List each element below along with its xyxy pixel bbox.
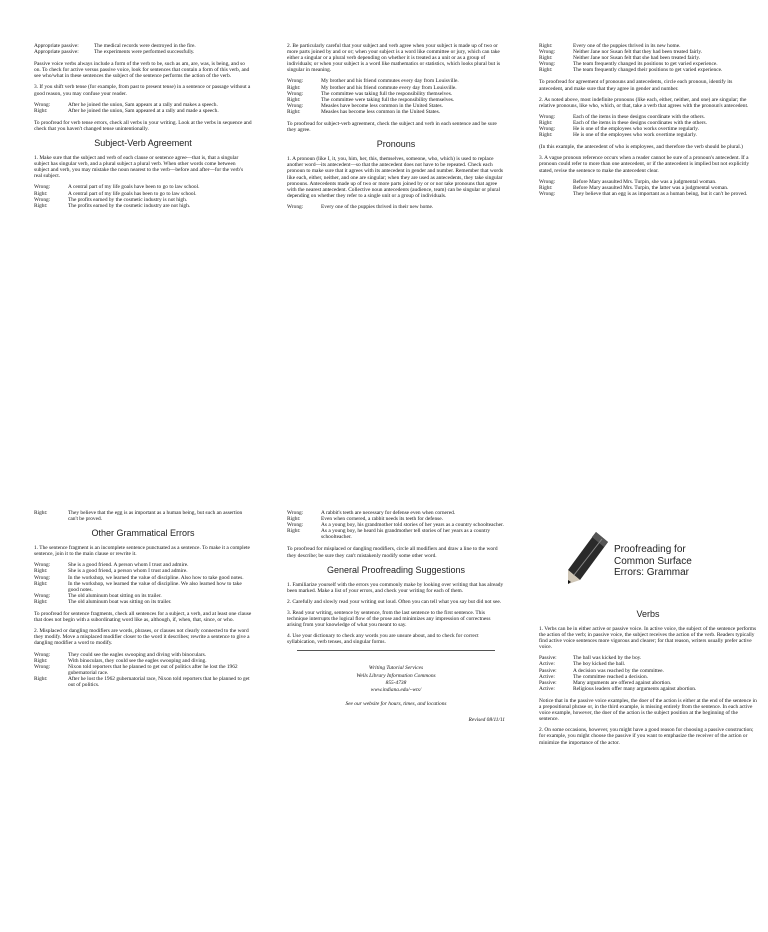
example-row: Wrong: My brother and his friend commutes every day from Louisville. bbox=[287, 78, 459, 85]
paragraph: To proofread for sentence fragments, check all sentences for a subject, a verb, and at least one clause that does not begin with a subordinating word like as, although, if, when, that, since, or who. bbox=[34, 611, 252, 624]
example-row: Wrong: The old aluminum boat sitting on its trailer. bbox=[34, 592, 162, 599]
footer-note: See our website for hours, times, and locations bbox=[345, 700, 447, 707]
column-1-bottom bbox=[34, 510, 252, 694]
example-row: Right: He is one of the employees who work overtime regularly. bbox=[539, 132, 697, 139]
paragraph: 1. A pronoun (like I, it, you, him, her, this, themselves, someone, who, which) is used to replace another word—its antecedent—so that the antecedent does not have to be repeated. Check each pronoun to make sure that it agrees with its antecedent in gender and number. Remember that words like each, either, neither, and one are singular; when they are used as antecedents, they take singular pronouns. Antecedents made up of two or more parts joined by or or nor take pronouns that agree with the nearest antecedent. Collective noun antecedents (audience, team) can be singular or plural depending on whether they refer to a single unit or a group of individuals. bbox=[287, 156, 504, 199]
footer-line: Writing Tutorial Services bbox=[368, 665, 424, 672]
paragraph: 3. If you shift verb tense (for example, from past to present tense) in a sentence or passage without a good reason, you may confuse your reader. bbox=[34, 84, 251, 97]
example-row: Right: A central part of my life goals has been to go to law school. bbox=[34, 190, 197, 197]
example-row: Wrong: She is a good friend. A person whom I trust and admire. bbox=[34, 562, 189, 569]
paragraph: 4. Use your dictionary to check any words you are unsure about, and to check for correct syllabication, verb tenses, and singular forms. bbox=[287, 633, 479, 646]
paragraph: 3. Read your writing, sentence by sentence, from the last sentence to the first sentence. This technique interrupts the logical flow of the prose and minimizes any impression of correctness arising from your knowledge of what you meant to say. bbox=[287, 609, 491, 629]
example-group bbox=[539, 655, 757, 692]
example-group bbox=[287, 78, 505, 115]
paragraph: To proofread for subject-verb agreement, check the subject and verb in each sentence and be sure they agree. bbox=[287, 121, 497, 134]
paragraph: (In this example, the antecedent of who is employees, and therefore the verb should be plural.) bbox=[539, 144, 743, 151]
example-row: Right: The profits earned by the cosmetic industry are not high. bbox=[34, 202, 191, 209]
example-row: Wrong: After he joined the union, Sam appears at a rally and makes a speech. bbox=[34, 101, 218, 108]
example-row: Right: After he lost the 1962 gubernatorial race, Nixon told reporters that he planned to get out of politics. bbox=[34, 675, 250, 688]
example-row: Right: The committee were taking full the responsibility themselves. bbox=[287, 96, 455, 103]
paragraph: To proofread for agreement of pronouns and antecedents, circle each pronoun, identify its antecedent, and make sure that they agree in gender and number. bbox=[539, 79, 733, 92]
example-row: Appropriate passive: The experiments were performed successfully. bbox=[34, 49, 195, 56]
example-row: Right: The team frequently changed their positions to get varied experience. bbox=[539, 67, 723, 74]
column-3-bottom bbox=[539, 603, 757, 751]
example-row: Wrong: Nixon told reporters that he planned to get out of politics after he lost the 1962 gubernatorial race. bbox=[34, 663, 238, 676]
example-row: Right: My brother and his friend commute every day from Louisville. bbox=[287, 84, 457, 91]
footer-line: 855-4738 bbox=[385, 679, 407, 686]
example-row: Right: Each of the items in these designs coordinates with the others. bbox=[539, 119, 707, 126]
example-row: Right: She is a good friend, a person whom I trust and admire. bbox=[34, 568, 188, 575]
revision-date: Revised 08/11/11 bbox=[468, 716, 505, 723]
example-row: Wrong: The committee was taking full the responsibility themselves. bbox=[287, 90, 453, 97]
example-row: Wrong: Before Mary assaulted Mrs. Turpin, she was a judgmental woman. bbox=[539, 178, 717, 185]
section-heading: Other Grammatical Errors bbox=[91, 528, 195, 539]
example-row: Wrong: As a young boy, his grandmother told stories of her years as a country schoolteacher. bbox=[287, 522, 504, 529]
contact-footer bbox=[287, 665, 505, 706]
example-row: Right: Before Mary assaulted Mrs. Turpin, the latter was a judgmental woman. bbox=[539, 184, 729, 191]
column-3-top bbox=[539, 43, 757, 203]
example-group bbox=[34, 562, 252, 605]
footer-link[interactable]: www.indiana.edu/~wts/ bbox=[370, 686, 422, 693]
pencil-icon bbox=[566, 530, 610, 586]
example-row: Right: Even when cornered, a rabbit needs its teeth for defense. bbox=[287, 516, 443, 523]
example-row: Active: The boy kicked the ball. bbox=[539, 661, 626, 668]
example-row: Right: As a young boy, he heard his grandmother tell stories of her years as a country schoolteacher. bbox=[287, 528, 491, 541]
example-group bbox=[34, 510, 252, 522]
example-row: Passive: The ball was kicked by the boy. bbox=[539, 655, 642, 662]
example-row: Wrong: They believe that an egg is as important as a human being, but it can't be proved. bbox=[539, 190, 748, 197]
divider bbox=[297, 650, 495, 651]
paragraph: Notice that in the passive voice examples, the doer of the action is either at the end of the sentence in a prepositional phrase or, in the third example, is missing entirely from the sentence. In each active voice example, however, the doer of the action is the subject position at the beginning of the sentence. bbox=[539, 697, 757, 723]
example-group bbox=[539, 179, 757, 197]
example-row: Passive: A decision was reached by the committee. bbox=[539, 667, 664, 674]
paragraph: 3. A vague pronoun reference occurs when a reader cannot be sure of a pronoun's antecedent. If a pronoun could refer to more than one antecedent, or if the antecedent is implied but not explicitly stated, revise the sentence to make the antecedent clear. bbox=[539, 155, 750, 174]
example-row: Active: The committee reached a decision. bbox=[539, 673, 648, 680]
example-row: Right: They believe that the egg is as important as a human being, but such an assertion can't be proved. bbox=[34, 510, 243, 523]
paragraph: 2. Misplaced or dangling modifiers are words, phrases, or clauses not clearly connected to the word they modify. Move a misplaced modifier closer to the word it describes; rewrite a sentence to give a dangling modifier a word to modify. bbox=[34, 628, 250, 647]
paragraph: To proofread for verb tense errors, check all verbs in your writing. Look at the verbs in sequence and check that you haven't changed tense unintentionally. bbox=[34, 119, 252, 132]
example-group bbox=[287, 204, 505, 210]
example-group bbox=[34, 184, 252, 208]
example-row: Right: With binoculars, they could see the eagles swooping and diving. bbox=[34, 657, 207, 664]
section-heading: Verbs bbox=[636, 609, 660, 619]
paragraph: 2. On some occasions, however, you might have a good reason for choosing a passive construction; for example, you might choose the passive if you want to emphasize the receiver of the action or minimize the importance of the actor. bbox=[539, 727, 754, 746]
paragraph: 1. The sentence fragment is an incomplete sentence punctuated as a sentence. To make it a complete sentence, join it to the main clause or rewrite it. bbox=[34, 545, 250, 558]
example-row: Appropriate passive: The medical records were destroyed in the fire. bbox=[34, 43, 196, 49]
example-row: Wrong: A rabbit's teeth are necessary for defense even when cornered. bbox=[287, 510, 456, 516]
paragraph: Passive voice verbs always include a form of the verb to be, such as am, are, was, is being, and so on. To check for active versus passive voice, look for sentences that contain a form of this verb, and see who/what in these sentences the subject of the sentence performs the action of the verb. bbox=[34, 61, 250, 80]
paragraph: 2. As noted above, most indefinite pronouns (like each, either, neither, and one) are singular; the relative pronouns, like who, which, or that, take a verb that agrees with the pronoun's antecedent. bbox=[539, 96, 749, 109]
example-group bbox=[34, 102, 252, 114]
example-row: Wrong: The team frequently changed its positions to get varied experience. bbox=[539, 61, 718, 68]
section-heading: General Proofreading Suggestions bbox=[326, 564, 466, 575]
example-row: Right: Measles has become less common in the United States. bbox=[287, 108, 441, 115]
example-group bbox=[539, 43, 757, 73]
example-row: Wrong: In the workshop, we learned the value of discipline. Also how to take good notes. bbox=[34, 574, 244, 581]
paragraph: 2. Carefully and slowly read your writing out loud. Often you can tell what you say but did not see. bbox=[287, 598, 502, 605]
example-row: Wrong: They could see the eagles swooping and diving with binoculars. bbox=[34, 651, 207, 658]
paragraph: 1. Make sure that the subject and verb of each clause or sentence agree—that is, that a singular subject has singular verb, and a plural subject a plural verb. When other words come between subject and verb, you may mistake the noun nearest to the verb—before and after—for the verb's real subject. bbox=[34, 155, 244, 180]
example-row: Wrong: Each of the items in these designs coordinate with the others. bbox=[539, 113, 705, 120]
example-row: Right: Every one of the puppies thrived in its new home. bbox=[539, 43, 681, 49]
document-title: Proofreading for Common Surface Errors: Grammar bbox=[614, 544, 692, 578]
title-block bbox=[562, 524, 762, 594]
example-row: Passive: Many arguments are offered against abortion. bbox=[539, 679, 672, 686]
example-row: Wrong: He is one of the employees who works overtime regularly. bbox=[539, 126, 699, 133]
column-2-bottom bbox=[287, 510, 505, 723]
paragraph: To proofread for misplaced or dangling modifiers, circle all modifiers and draw a line to the word they describe; be sure they can't mistakenly modify some other word. bbox=[287, 546, 498, 559]
section-heading: Pronouns bbox=[376, 139, 416, 150]
example-group bbox=[287, 510, 505, 540]
paragraph: 2. Be particularly careful that your subject and verb agree when your subject is made up of two or more parts joined by and or or; when your subject is a word like committee or jury, which can take either a singular or a plural verb depending on whether it is treated as a unit or as a group of individuals; or when your subject is a word like mathematics or statistics, which looks plural but is singular in meaning. bbox=[287, 43, 501, 74]
column-1-top bbox=[34, 43, 252, 215]
example-row: Wrong: Measles have become less common in the United States. bbox=[287, 102, 444, 109]
example-row: Wrong: A central part of my life goals have been to go to law school. bbox=[34, 184, 200, 191]
example-row: Wrong: Neither Jane nor Susan felt that they had been treated fairly. bbox=[539, 49, 703, 56]
example-row: Right: Neither Jane nor Susan felt that she had been treated fairly. bbox=[539, 55, 701, 62]
example-row: Right: After he joined the union, Sam appeared at a rally and made a speech. bbox=[34, 107, 219, 114]
section-heading: Subject-Verb Agreement bbox=[94, 138, 192, 149]
example-row: Right: In the workshop, we learned the value of discipline. We also learned how to take good notes. bbox=[34, 580, 242, 593]
example-group bbox=[34, 652, 252, 689]
paragraph: 1. Familiarize yourself with the errors you commonly make by looking over writing that has already been marked. Make a list of your errors, and check your writing for each of them. bbox=[287, 581, 504, 594]
example-group bbox=[539, 114, 757, 138]
example-group bbox=[34, 43, 252, 55]
paragraph: 1. Verbs can be in either active or passive voice. In active voice, the subject of the sentence performs the action of the verb; in passive voice, the subject receives the action of the verb. Readers typically find active voice sentences more vigorous and clearer; for that reason, writers usually prefer active voice. bbox=[539, 626, 757, 651]
example-row: Wrong: The profits earned by the cosmetic industry is not high. bbox=[34, 196, 188, 203]
footer-line: Wells Library Information Commons bbox=[356, 672, 436, 679]
example-row: Wrong: Every one of the puppies thrived in their new home. bbox=[287, 203, 434, 210]
example-row: Active: Religious leaders offer many arguments against abortion. bbox=[539, 685, 697, 692]
example-row: Right: The old aluminum boat was sitting on its trailer. bbox=[34, 598, 172, 605]
column-2-top bbox=[287, 43, 505, 216]
